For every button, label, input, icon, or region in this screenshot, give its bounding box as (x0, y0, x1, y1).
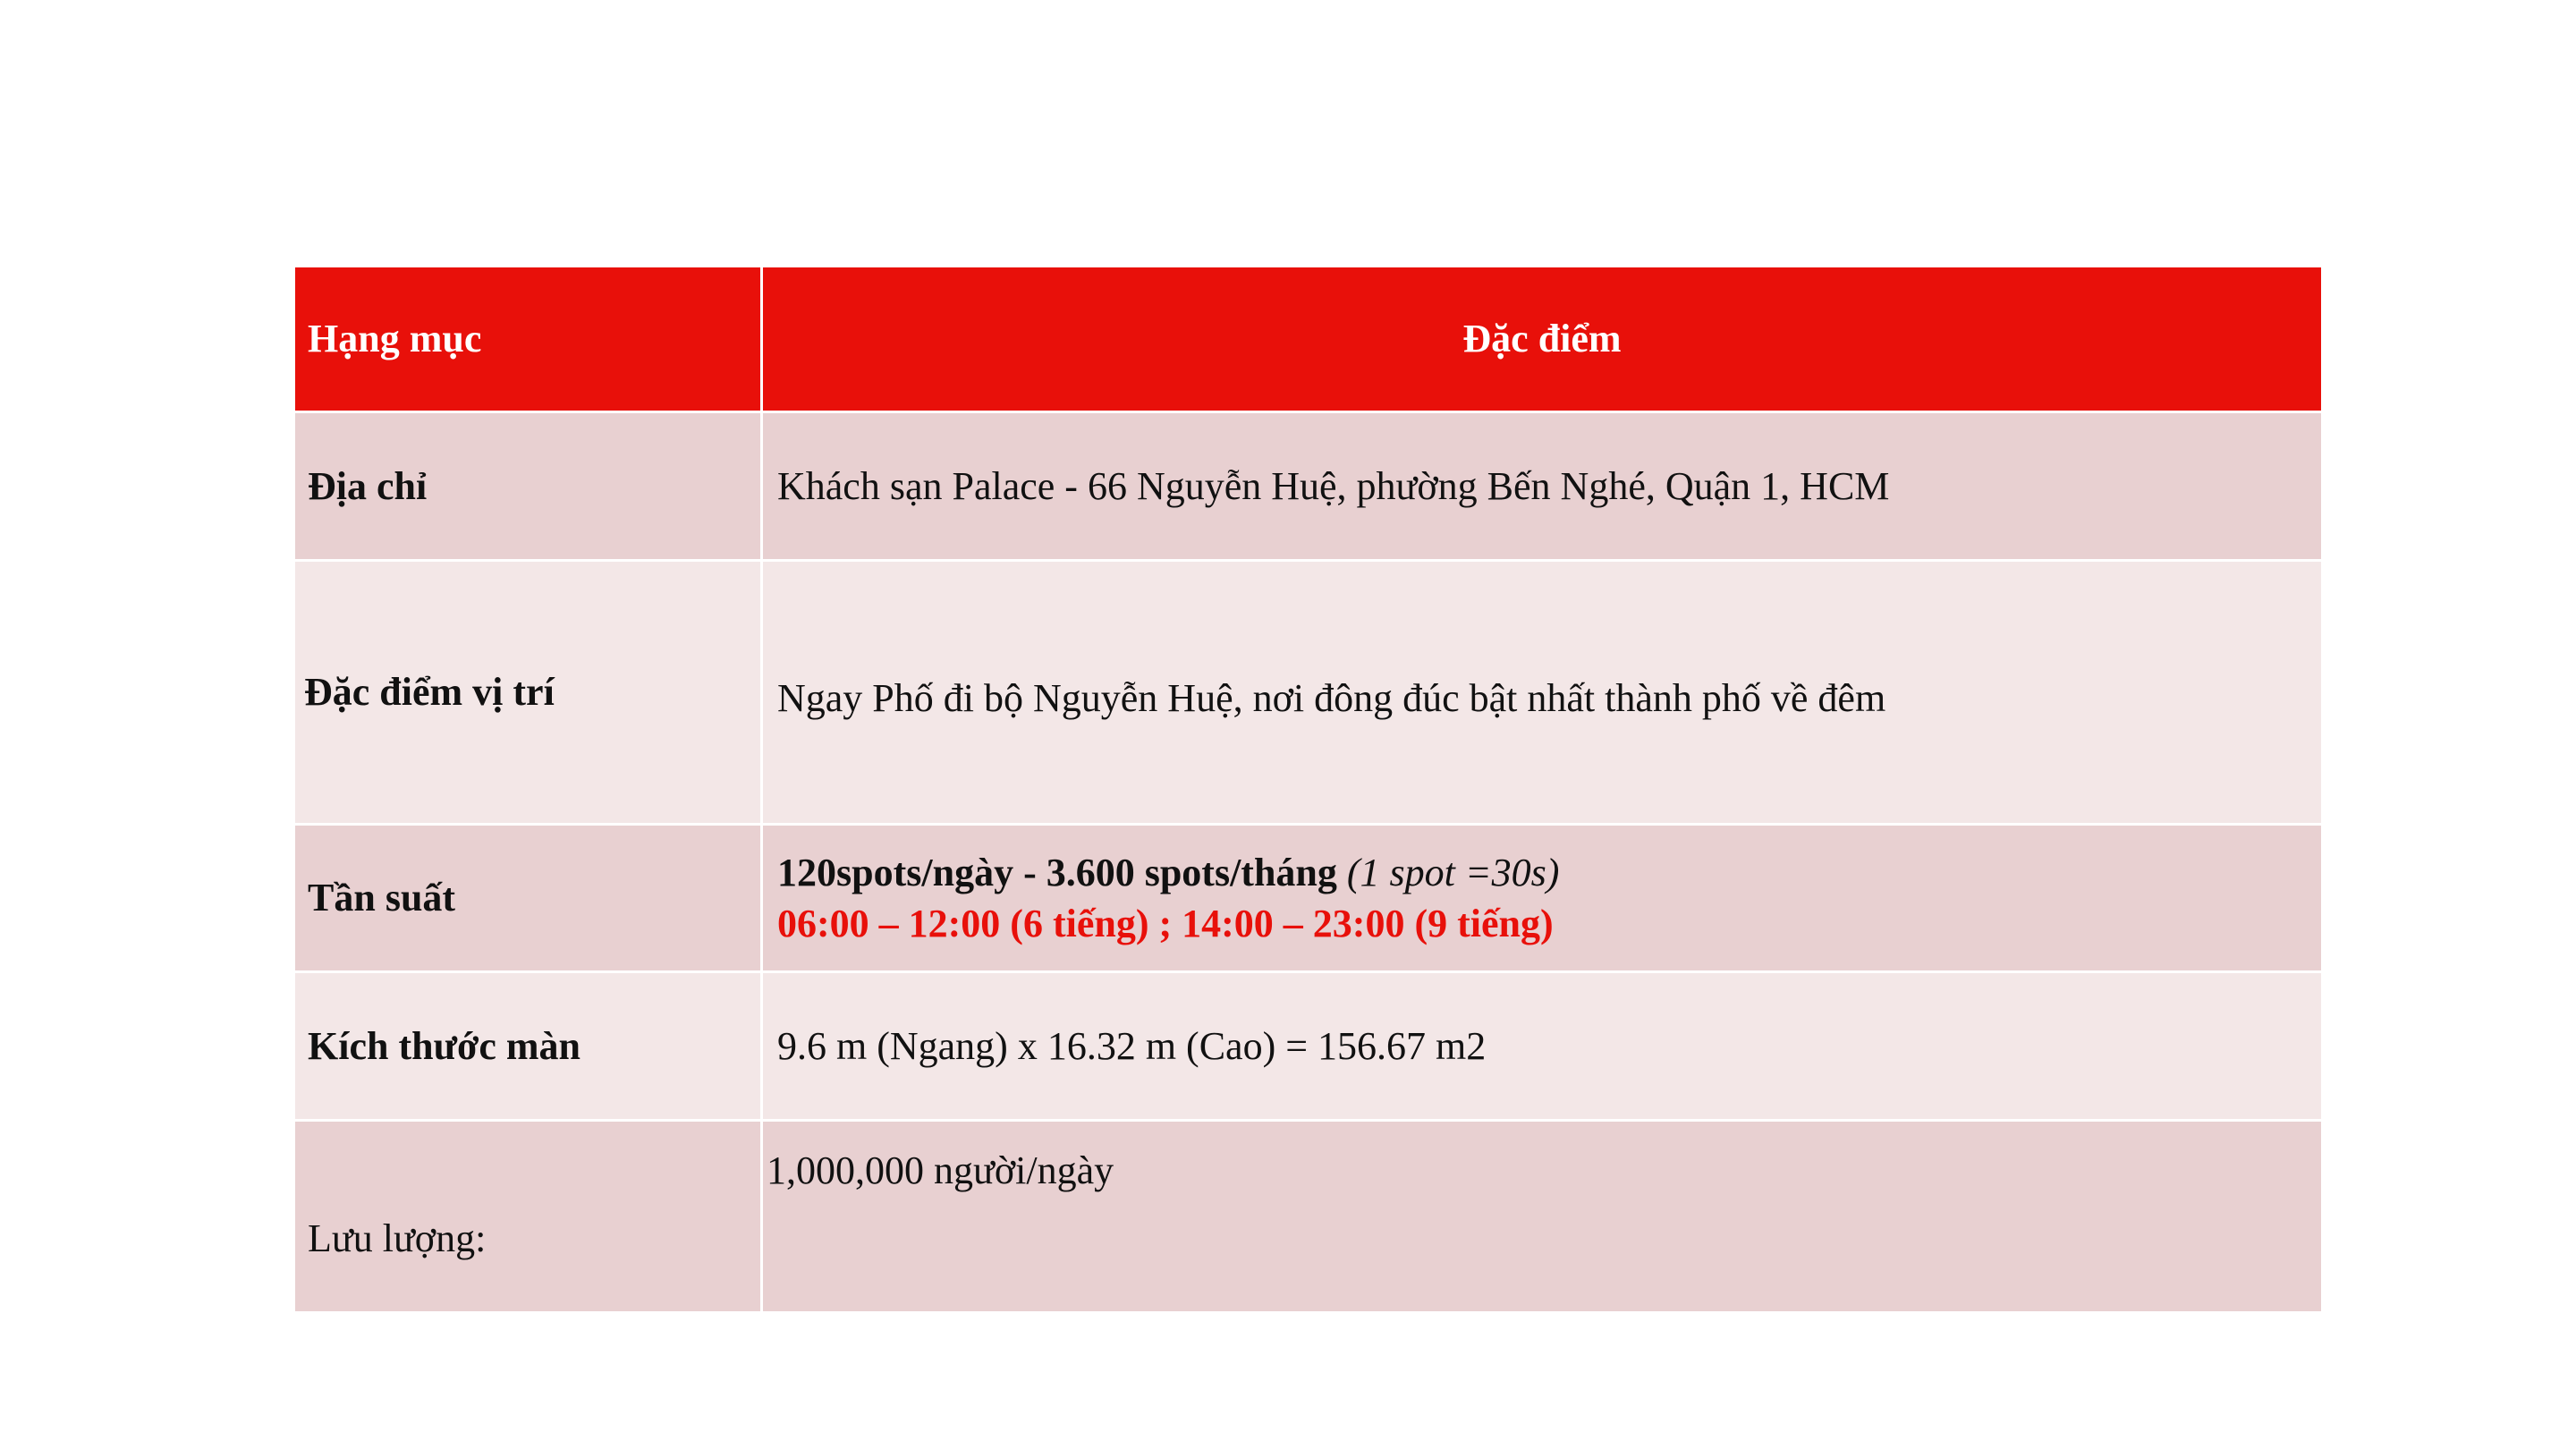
table-row-frequency (294, 825, 2323, 972)
frequency-spots: 120spots/ngày - 3.600 spots/tháng (777, 850, 1337, 894)
table-header-row (294, 267, 2323, 412)
table-row-screen-size (294, 972, 2323, 1121)
table-row-location (294, 561, 2323, 825)
address-value: Khách sạn Palace - 66 Nguyễn Huệ, phường Bến Nghé, Quận 1, HCM (762, 412, 2323, 561)
header-features: Đặc điểm (762, 267, 2323, 412)
table-row-address (294, 412, 2323, 561)
table-row-traffic (294, 1121, 2323, 1313)
frequency-label: Tần suất (294, 825, 762, 972)
frequency-spot-duration: (1 spot =30s) (1346, 850, 1560, 894)
screen-size-label: Kích thước màn (294, 972, 762, 1121)
spec-table (292, 265, 2324, 1314)
frequency-hours: 06:00 – 12:00 (6 tiếng) ; 14:00 – 23:00 (9 tiếng) (777, 902, 1554, 945)
frequency-value (762, 825, 2323, 972)
frequency-spots-line (777, 847, 2321, 898)
traffic-value: 1,000,000 người/ngày (762, 1121, 2323, 1313)
location-value: Ngay Phố đi bộ Nguyễn Huệ, nơi đông đúc bật nhất thành phố về đêm (762, 561, 2323, 825)
header-category: Hạng mục (294, 267, 762, 412)
traffic-label: Lưu lượng: (294, 1121, 762, 1313)
address-label: Địa chỉ (294, 412, 762, 561)
screen-size-value: 9.6 m (Ngang) x 16.32 m (Cao) = 156.67 m2 (762, 972, 2323, 1121)
location-label: Đặc điểm vị trí (294, 561, 762, 825)
